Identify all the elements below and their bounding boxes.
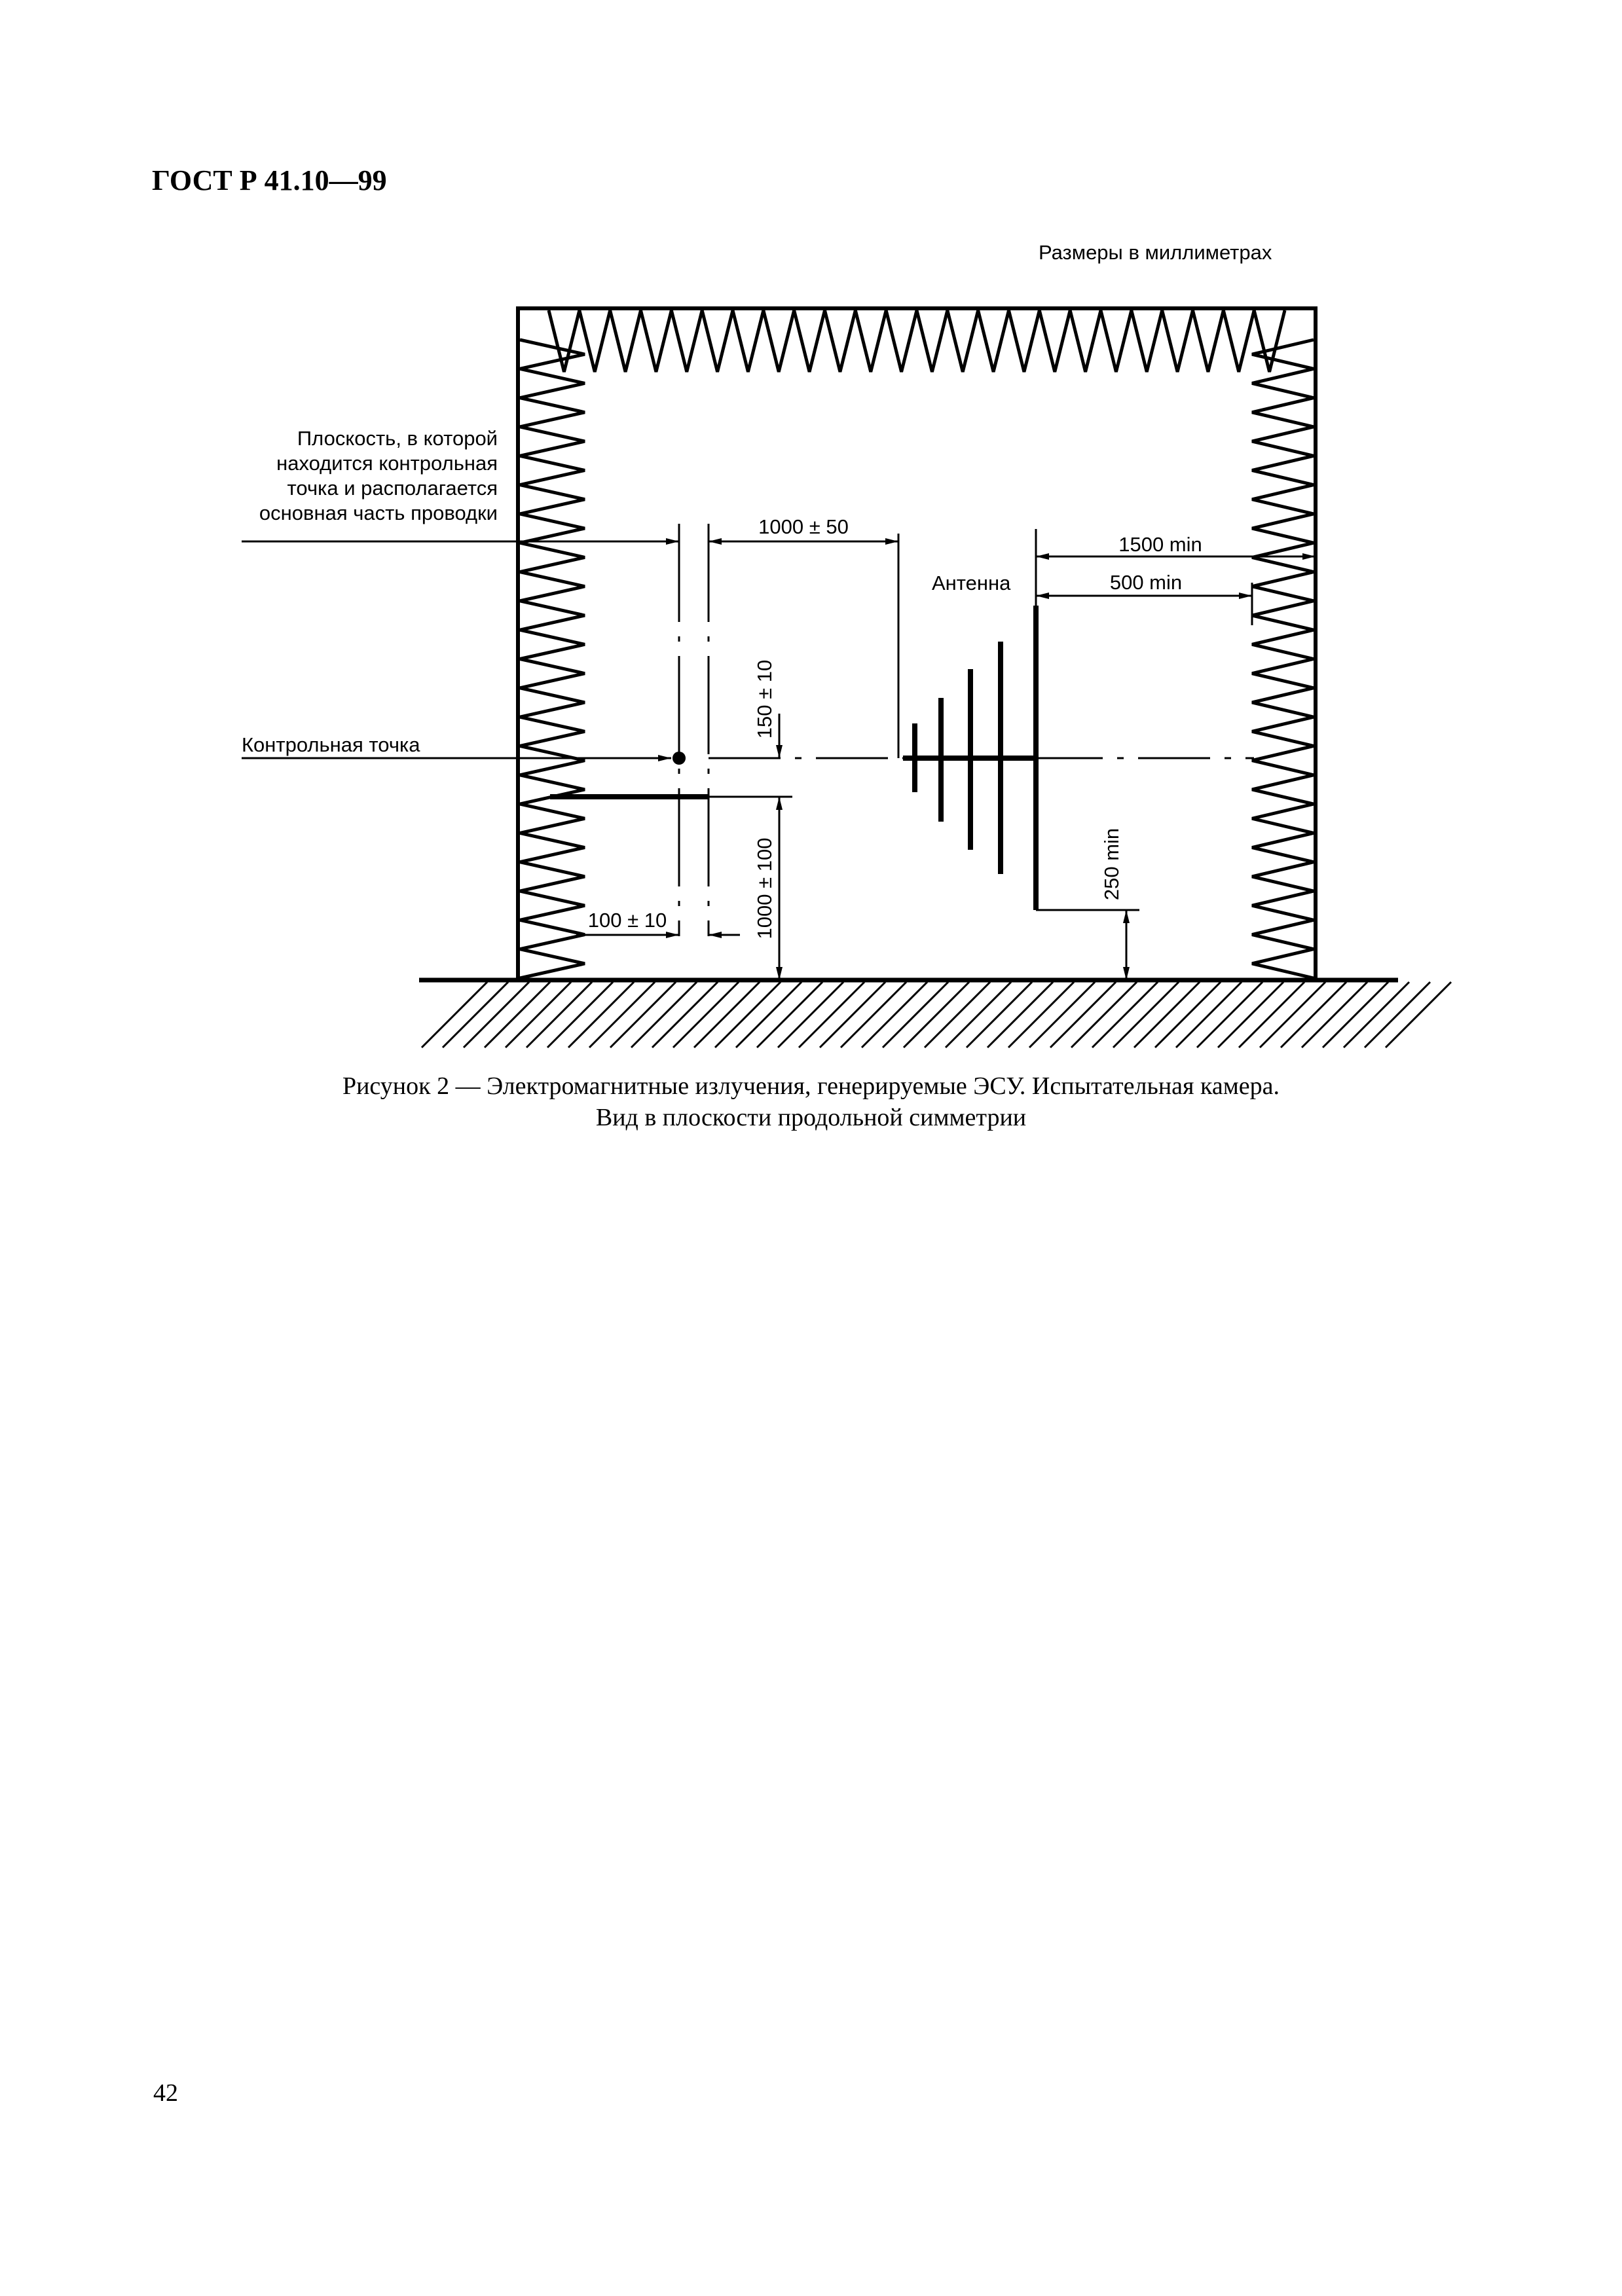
dim-ref-to-antenna: 1000 ± 50 xyxy=(758,515,849,538)
floor-hatch-line xyxy=(1239,982,1304,1048)
floor-hatch-line xyxy=(736,982,802,1048)
floor-hatch-line xyxy=(862,982,927,1048)
floor-hatch-line xyxy=(1218,982,1283,1048)
floor-hatch-line xyxy=(799,982,864,1048)
floor-hatch-line xyxy=(1260,982,1325,1048)
dim-wiring-height: 1000 ± 100 xyxy=(753,837,776,939)
floor-hatch-line xyxy=(1386,982,1451,1048)
standard-header: ГОСТ Р 41.10—99 xyxy=(152,164,387,196)
floor-hatch-line xyxy=(631,982,697,1048)
floor-hatch-line xyxy=(1176,982,1242,1048)
plane-callout-line4: основная часть проводки xyxy=(259,501,498,524)
figure-caption-line1: Рисунок 2 — Электромагнитные излучения, генерируемые ЭСУ. Испытательная камера. xyxy=(342,1072,1280,1100)
floor-hatch-line xyxy=(610,982,676,1048)
absorber-top xyxy=(549,310,1285,372)
page-number: 42 xyxy=(153,2079,178,2107)
floor-hatch-line xyxy=(987,982,1053,1048)
floor-hatch-line xyxy=(1197,982,1263,1048)
absorber-left xyxy=(520,340,585,978)
absorber-right-zigzag xyxy=(1252,340,1314,978)
floor-hatch-line xyxy=(715,982,781,1048)
units-note: Размеры в миллиметрах xyxy=(1039,241,1272,264)
floor-hatch-line xyxy=(820,982,885,1048)
floor-hatch-line xyxy=(1323,982,1388,1048)
reference-point-dot xyxy=(673,752,686,765)
floor-hatch-line xyxy=(694,982,760,1048)
floor-hatch-line xyxy=(547,982,613,1048)
floor-hatch-line xyxy=(1029,982,1095,1048)
floor-hatch-line xyxy=(1092,982,1158,1048)
floor-hatch-line xyxy=(1344,982,1409,1048)
floor-hatch-line xyxy=(1155,982,1221,1048)
floor-hatch-line xyxy=(1281,982,1346,1048)
figure-caption-line2: Вид в плоскости продольной симметрии xyxy=(595,1104,1027,1131)
floor-hatch-line xyxy=(1134,982,1200,1048)
absorber-right xyxy=(1252,340,1314,978)
floor-hatch-line xyxy=(1050,982,1116,1048)
floor-hatch-line xyxy=(1008,982,1074,1048)
floor-hatch-line xyxy=(506,982,571,1048)
dim-antenna-above-floor: 250 min xyxy=(1100,828,1123,901)
floor-hatch-line xyxy=(841,982,906,1048)
dim-antenna-to-wall: 1500 min xyxy=(1118,533,1202,556)
floor-hatch-line xyxy=(464,982,529,1048)
absorber-left-zigzag xyxy=(520,340,585,978)
floor-hatch-line xyxy=(652,982,718,1048)
floor-hatch-line xyxy=(1302,982,1367,1048)
floor-hatch-line xyxy=(967,982,1032,1048)
floor-hatch-line xyxy=(883,982,948,1048)
floor-hatch-line xyxy=(589,982,655,1048)
floor-hatch-line xyxy=(485,982,550,1048)
antenna-label: Антенна xyxy=(932,572,1011,594)
test-chamber-figure xyxy=(0,0,1622,1061)
dim-antenna-to-absorber: 500 min xyxy=(1109,571,1183,594)
reference-point-callout: Контрольная точка xyxy=(242,733,420,756)
absorber-top-zigzag xyxy=(549,310,1285,372)
chamber-wall xyxy=(518,308,1316,980)
reference-plane xyxy=(679,524,709,936)
floor-hatch-line xyxy=(1365,982,1430,1048)
floor-hatch-line xyxy=(443,982,508,1048)
floor-hatch-line xyxy=(925,982,990,1048)
plane-callout-line2: находится контрольная xyxy=(276,452,498,475)
floor-hatching xyxy=(422,982,1451,1048)
floor-hatch-line xyxy=(757,982,822,1048)
floor-hatch-line xyxy=(904,982,969,1048)
floor-hatch-line xyxy=(422,982,487,1048)
floor-hatch-line xyxy=(568,982,634,1048)
antenna xyxy=(903,606,1036,910)
floor-hatch-line xyxy=(1113,982,1179,1048)
floor-hatch-line xyxy=(673,982,739,1048)
floor-hatch-line xyxy=(526,982,592,1048)
floor-hatch-line xyxy=(946,982,1011,1048)
dim-wiring-offset: 100 ± 10 xyxy=(587,909,667,932)
plane-callout-line1: Плоскость, в которой xyxy=(297,427,498,450)
dim-ref-above-wiring: 150 ± 10 xyxy=(753,659,776,739)
floor-hatch-line xyxy=(778,982,843,1048)
plane-callout-line3: точка и располагается xyxy=(287,477,498,500)
floor-hatch-line xyxy=(1071,982,1137,1048)
